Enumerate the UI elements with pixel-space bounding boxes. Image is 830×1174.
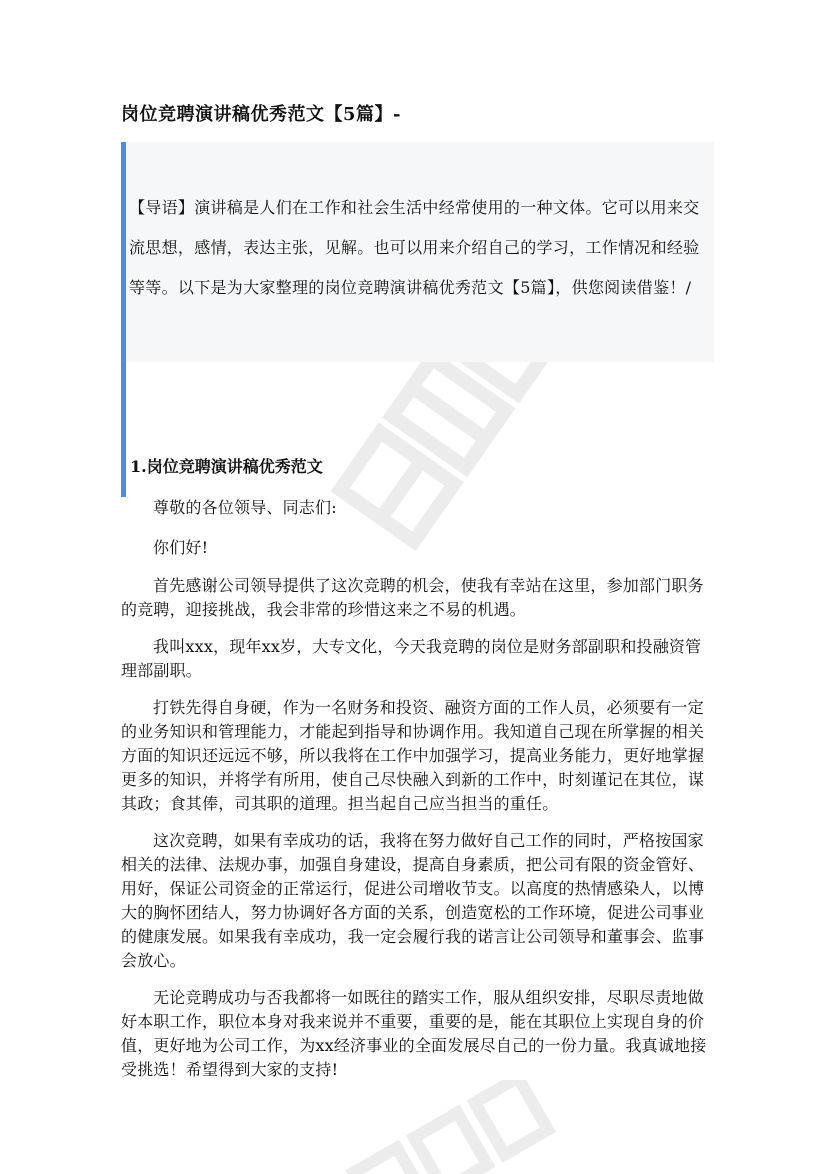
body-paragraph: 无论竞聘成功与否我都将一如既往的踏实工作，服从组织安排，尽职尽责地做好本职工作，职位本身对我来说并不重要，重要的是，能在其职位上实现自身的价值，更好地为公司工作，为xx经济事业的全面发展尽自己的一份力量。我真诚地接受挑选！希望得到大家的支持! xyxy=(121,988,707,1079)
salutation: 尊敬的各位领导、同志们: xyxy=(153,498,337,517)
body-paragraph: 这次竞聘，如果有幸成功的话，我将在努力做好自己工作的同时，严格按国家相关的法律、法规办事，加强自身建设，提高自身素质，把公司有限的资金管好、用好，保证公司资金的正常运行，促进公司增收节支。以高度的热情感染人，以博大的胸怀团结人，努力协调好各方面的关系，创造宽松的工作环境，促进公司事业的健康发展。如果我有幸成功，我一定会履行我的诺言让公司领导和董事会、监事会放心。 xyxy=(121,831,705,970)
article-body xyxy=(121,496,711,1095)
body-paragraph: 我叫xxx，现年xx岁，大专文化，今天我竞聘的岗位是财务部副职和投融资管理部副职。 xyxy=(121,637,702,680)
section-heading: 1.岗位竞聘演讲稿优秀范文 xyxy=(130,457,323,476)
accent-bar xyxy=(121,142,126,497)
body-paragraph: 打铁先得自身硬，作为一名财务和投资、融资方面的工作人员，必须要有一定的业务知识和管理能力，才能起到指导和协调作用。我知道自己现在所掌握的相关方面的知识还远远不够，所以我将在工作中加强学习，提高业务能力，更好地掌握更多的知识，并将学有所用，使自己尽快融入到新的工作中，时刻谨记在其位，谋其政；食其俸，司其职的道理。担当起自己应当担当的重任。 xyxy=(121,698,705,813)
greeting: 你们好! xyxy=(153,538,209,557)
intro-paragraph: 【导语】演讲稿是人们在工作和社会生活中经常使用的一种文体。它可以用来交流思想，感情，表达主张，见解。也可以用来介绍自己的学习，工作情况和经验等等。以下是为大家整理的岗位竞聘演讲稿优秀范文【5篇】，供您阅读借鉴！/ xyxy=(129,198,700,297)
page-title: 岗位竞聘演讲稿优秀范文【5篇】- xyxy=(121,104,401,125)
body-paragraph: 首先感谢公司领导提供了这次竞聘的机会，使我有幸站在这里，参加部门职务的竞聘，迎接挑战，我会非常的珍惜这来之不易的机遇。 xyxy=(121,576,704,619)
